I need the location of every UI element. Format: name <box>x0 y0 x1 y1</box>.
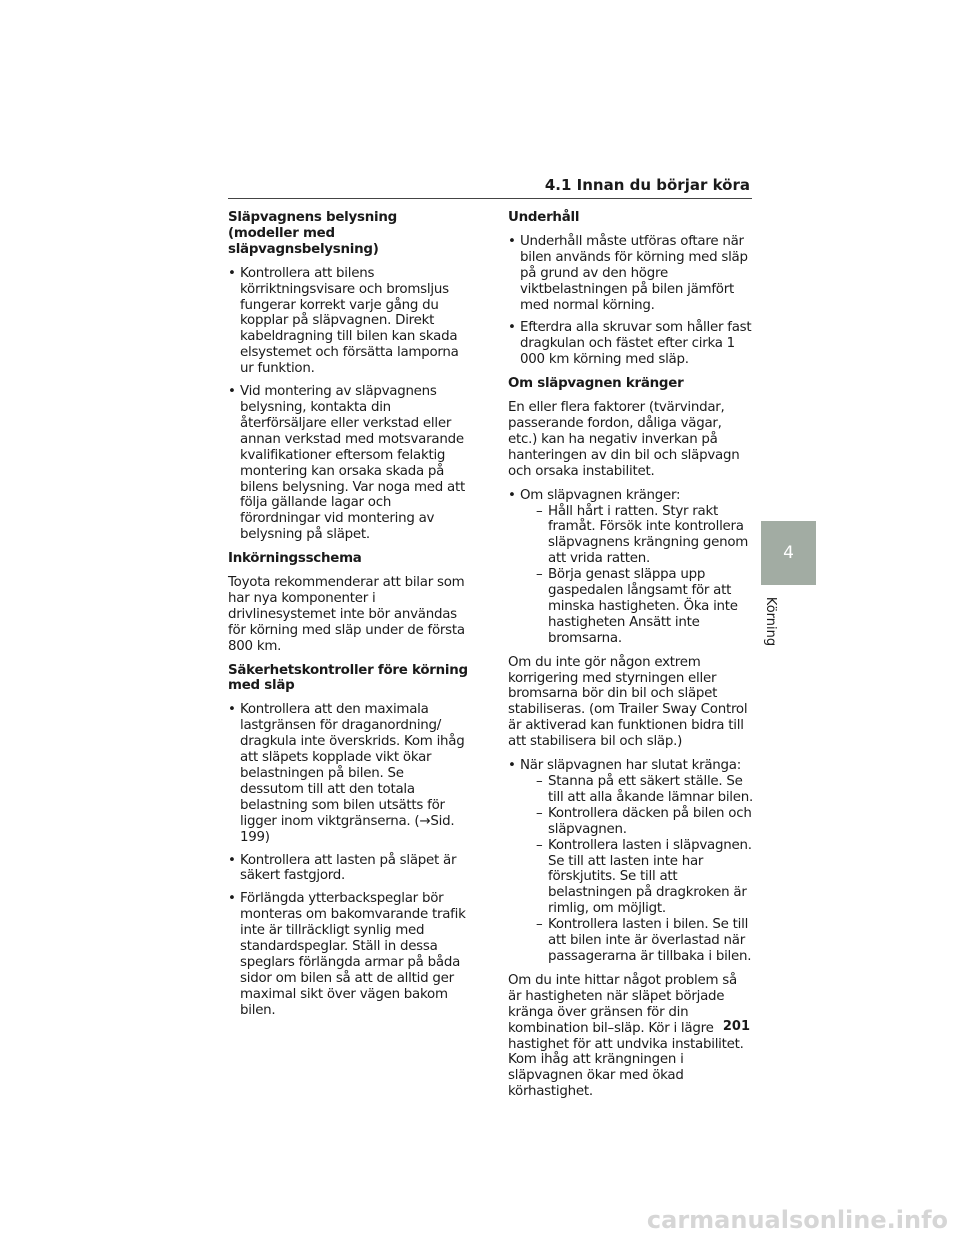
lighting-heading: Släpvagnens belysning (modeller med släpvagnsbelysning) <box>228 210 397 257</box>
list-item: • Kontrollera att den maximala lastgränsen för draganordning/ dragkula inte överskrids. Kom ihåg att släpets kopplade vikt ökar belastningen på bilen. Se dessutom till att den totala belastning som bilen utsätts för ligger inom viktgränserna. (→Sid. 199) <box>228 702 468 845</box>
list-item <box>508 758 754 965</box>
sway-middle-text: Om du inte gör någon extrem korrigering med styrningen eller bromsarna bör din bil och släpet stabiliseras. (om Trailer Sway Control är aktiverad kan funktionen bidra till att stabilisera bil och släp.) <box>508 654 748 750</box>
sway-dash-list-2 <box>520 774 754 965</box>
sway-heading: Om släpvagnen kränger <box>508 376 684 392</box>
safety-heading: Säkerhetskontroller före körning med släp <box>228 662 468 694</box>
page-number: 201 <box>722 1019 750 1034</box>
watermark: carmanualsonline.info <box>646 1206 948 1234</box>
maintenance-heading: Underhåll <box>508 210 580 225</box>
sway-list <box>508 488 754 647</box>
list-item <box>508 488 754 647</box>
list-item: • Kontrollera att bilens körriktningsvisare och bromsljus fungerar korrekt varje gång du kopplar på släpvagnen. Direkt kabeldragning till bilen kan skada elsystemet och försätta lamporna ur funktion. <box>228 266 468 377</box>
chapter-tab <box>761 521 816 585</box>
break-in-heading: Inkörningsschema <box>228 551 362 567</box>
dash-item: – Stanna på ett säkert ställe. Se till att alla åkande lämnar bilen. <box>536 774 754 806</box>
chapter-label-text: Körning <box>763 596 779 646</box>
dash-item: – Kontrollera däcken på bilen och släpvagnen. <box>536 806 754 838</box>
safety-list <box>228 702 468 1018</box>
sway-intro: En eller flera faktorer (tvärvindar, passerande fordon, dåliga vägar, etc.) kan ha negativ inverkan på hanteringen av din bil och släpvagn och orsaka instabilitet. <box>508 400 740 479</box>
sway-after-list <box>508 758 754 965</box>
chapter-number: 4 <box>783 543 794 563</box>
sway-bullet2-label: När släpvagnen har slutat kränga: <box>520 758 742 774</box>
list-item: • Vid montering av släpvagnens belysning, kontakta din återförsäljare eller verkstad eller annan verkstad med motsvarande kvalifikationer eftersom felaktig montering kan orsaka skada på bilens belysning. Var noga med att följa gällande lagar och förordningar vid montering av belysning på släpet. <box>228 384 468 543</box>
maintenance-list <box>508 234 754 368</box>
list-item: • Underhåll måste utföras oftare när bilen används för körning med släp på grund av den högre viktbelastningen på bilen jämfört med normal körning. <box>508 234 754 314</box>
left-column <box>228 210 468 1027</box>
lighting-list <box>228 266 468 543</box>
list-item: • Förlängda ytterbackspeglar bör monteras om bakomvarande trafik inte är tillräckligt synlig med standardspeglar. Ställ in dessa speglars förlängda armar på båda sidor om bilen så att de alltid ger maximal sikt över vägen bakom bilen. <box>228 891 468 1018</box>
dash-item: – Kontrollera lasten i släpvagnen. Se till att lasten inte har förskjutits. Se till att belastningen på dragkroken är rimlig, om möjligt. <box>536 838 754 918</box>
right-column <box>508 210 754 1108</box>
break-in-text: Toyota rekommenderar att bilar som har nya komponenter i drivlinesystemet inte bör användas för körning med släp under de första 800 km. <box>228 575 465 654</box>
header-divider <box>228 198 752 199</box>
dash-item: – Börja genast släppa upp gaspedalen långsamt för att minska hastigheten. Öka inte hastigheten Ansätt inte bromsarna. <box>536 567 754 647</box>
sway-bullet-label: Om släpvagnen kränger: <box>520 487 681 503</box>
list-item: • Efterdra alla skruvar som håller fast dragkulan och fästet efter cirka 1 000 km körning med släp. <box>508 320 754 368</box>
sway-dash-list <box>520 504 754 647</box>
sway-closing-text: Om du inte hittar något problem så är hastigheten när släpet började kränga över gränsen för din kombination bil–släp. Kör i lägre hastighet för att undvika instabilitet. Kom ihåg att krängningen i släpvagnen ökar med ökad körhastighet. <box>508 972 744 1100</box>
list-item: • Kontrollera att lasten på släpet är säkert fastgjord. <box>228 853 468 885</box>
chapter-label <box>753 596 789 646</box>
dash-item: – Håll hårt i ratten. Styr rakt framåt. Försök inte kontrollera släpvagnens krängning genom att vrida ratten. <box>536 504 754 568</box>
dash-item: – Kontrollera lasten i bilen. Se till att bilen inte är överlastad när passagerarna är tillbaka i bilen. <box>536 917 754 965</box>
section-title: 4.1 Innan du börjar köra <box>544 176 750 194</box>
